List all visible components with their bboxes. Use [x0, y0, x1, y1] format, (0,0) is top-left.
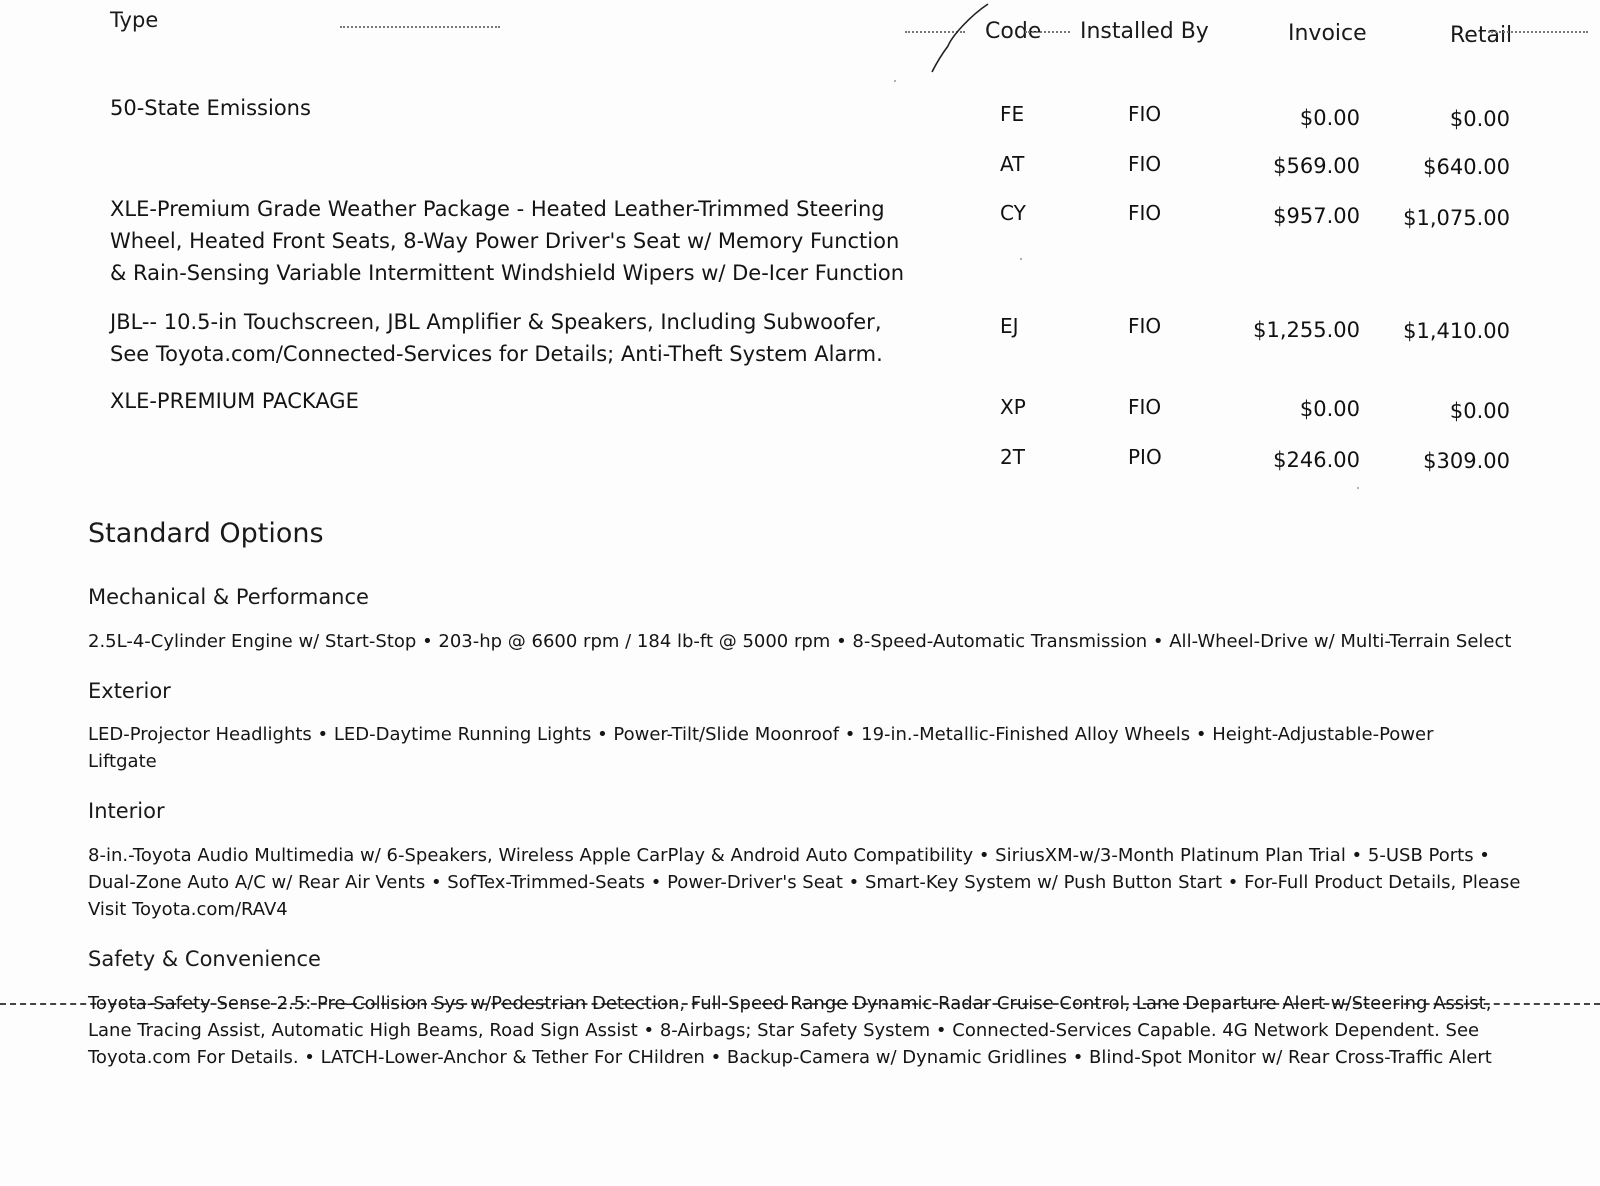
scan-speck	[1020, 258, 1022, 260]
option-retail: $309.00	[1423, 449, 1510, 473]
category-title-exterior: Exterior	[88, 679, 171, 703]
option-description: XLE-Premium Grade Weather Package - Heated Leather-Trimmed Steering Wheel, Heated Front Seats, 8-Way Power Driver's Seat w/ Memory Function & Rain-Sensing Variable Intermittent Windshield Wipers w/ De-Icer Function	[110, 197, 905, 285]
option-installed-by: PIO	[1128, 445, 1162, 469]
header-code: Code	[985, 19, 1042, 44]
option-code: 2T	[1000, 445, 1025, 469]
option-installed-by: FIO	[1128, 314, 1162, 338]
option-invoice: $569.00	[1273, 154, 1360, 178]
standard-options-title: Standard Options	[88, 518, 324, 549]
option-invoice: $0.00	[1299, 106, 1360, 130]
option-installed-by: FIO	[1128, 395, 1162, 419]
option-invoice: $246.00	[1273, 448, 1360, 472]
option-installed-by: FIO	[1128, 201, 1162, 225]
category-title-safety: Safety & Convenience	[88, 947, 321, 971]
category-text-safety: Toyota-Safety Sense 2.5: Pre-Collision Sys w/Pedestrian Detection, Full-Speed Range Dynamic Radar Cruise Control, Lane Departure Alert w/Steering Assist, Lane Tracing Assist, Automatic High Beams, Road Sign Assist • 8-Airbags; Star Safety System • Connected-Services Capable. 4G Network Dependent. See Toyota.com For Details. • LATCH-Lower-Anchor & Tether For CHildren • Backup-Camera w/ Dynamic Gridlines • Blind-Spot Monitor w/ Rear Cross-Traffic Alert	[88, 993, 1492, 1068]
category-text-interior: 8-in.-Toyota Audio Multimedia w/ 6-Speakers, Wireless Apple CarPlay & Android Auto Compatibility • SiriusXM-w/3-Month Platinum Plan Trial • 5-USB Ports • Dual-Zone Auto A/C w/ Rear Air Vents • SofTex-Trimmed-Seats • Power-Driver's Seat • Smart-Key System w/ Push Button Start • For-Full Product Details, Please Visit Toyota.com/RAV4	[88, 845, 1521, 920]
option-code: FE	[1000, 102, 1025, 126]
option-retail: $0.00	[1449, 107, 1510, 131]
category-title-interior: Interior	[88, 799, 165, 823]
option-code: EJ	[1000, 314, 1019, 338]
option-invoice: $957.00	[1273, 204, 1360, 228]
option-code: AT	[1000, 152, 1025, 176]
option-installed-by: FIO	[1128, 152, 1162, 176]
option-description: 50-State Emissions	[110, 96, 311, 120]
header-installed-by: Installed By	[1080, 19, 1209, 44]
option-retail: $1,075.00	[1403, 206, 1510, 230]
header-invoice: Invoice	[1288, 21, 1367, 46]
option-invoice: $0.00	[1299, 397, 1360, 421]
option-retail: $640.00	[1423, 155, 1510, 179]
option-retail: $0.00	[1449, 399, 1510, 423]
option-code: XP	[1000, 395, 1026, 419]
scan-dots-divider	[1488, 31, 1588, 33]
option-description: JBL-- 10.5-in Touchscreen, JBL Amplifier & Speakers, Including Subwoofer, See Toyota.com/Connected-Services for Details; Anti-Theft System Alarm.	[110, 310, 883, 366]
scan-speck	[894, 80, 896, 82]
option-code: CY	[1000, 201, 1026, 225]
category-text-exterior: LED-Projector Headlights • LED-Daytime Running Lights • Power-Tilt/Slide Moonroof • 19-in.-Metallic-Finished Alloy Wheels • Height-Adjustable-Power Liftgate	[88, 724, 1434, 772]
scan-dots-divider	[1025, 31, 1070, 33]
scan-speck	[1357, 487, 1359, 489]
option-description: XLE-PREMIUM PACKAGE	[110, 389, 359, 413]
header-retail: Retail	[1450, 23, 1513, 48]
category-text-mechanical: 2.5L-4-Cylinder Engine w/ Start-Stop • 203-hp @ 6600 rpm / 184 lb-ft @ 5000 rpm • 8-Speed-Automatic Transmission • All-Wheel-Drive w/ Multi-Terrain Select	[88, 631, 1512, 652]
option-installed-by: FIO	[1128, 102, 1162, 126]
header-type: Type	[110, 8, 159, 32]
handwritten-check-mark	[930, 2, 990, 74]
option-invoice: $1,255.00	[1253, 318, 1360, 342]
option-retail: $1,410.00	[1403, 319, 1510, 343]
category-title-mechanical: Mechanical & Performance	[88, 585, 369, 609]
scan-dots-divider	[340, 26, 500, 28]
